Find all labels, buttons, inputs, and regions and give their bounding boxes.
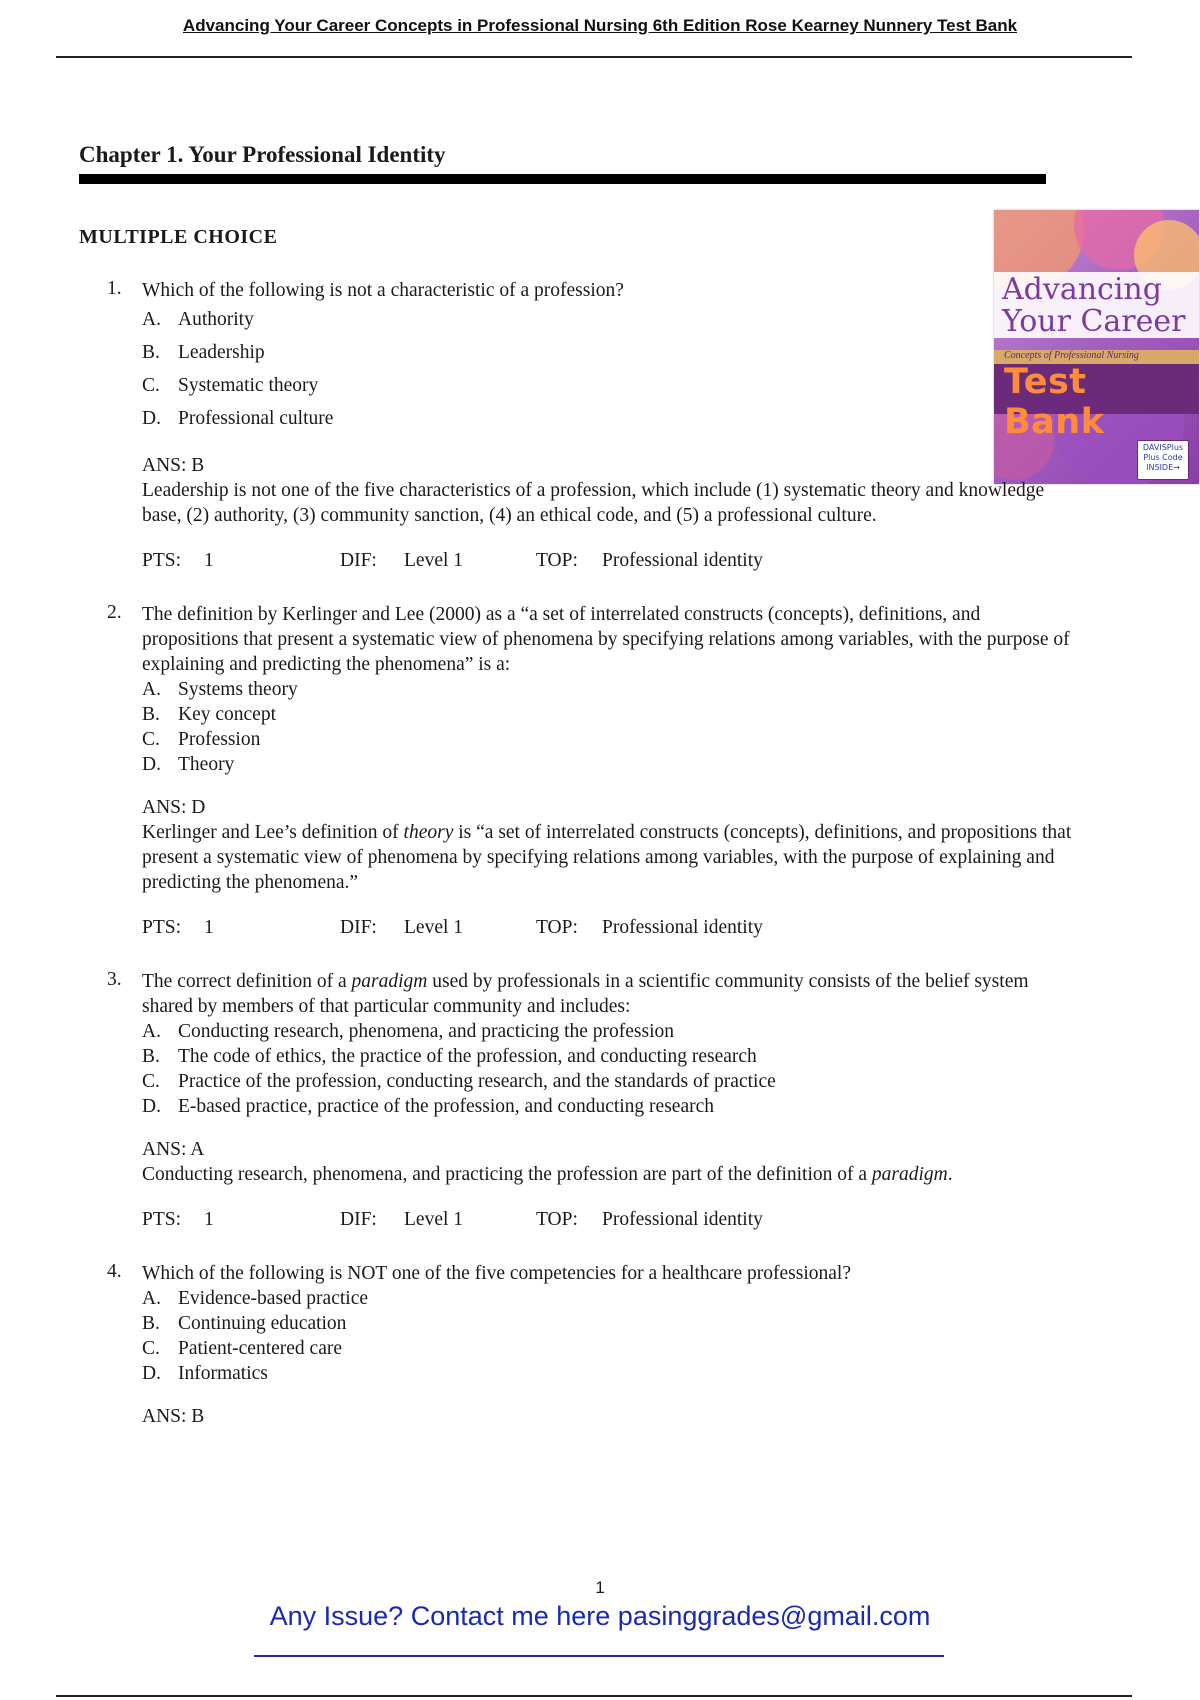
option-c [142, 1069, 1072, 1094]
dif-value: Level 1 [404, 550, 464, 571]
pts-value: 1 [204, 1209, 214, 1230]
footer-divider [56, 1695, 1132, 1697]
pts-value: 1 [204, 917, 214, 938]
option-b [142, 1044, 1072, 1069]
option-b [142, 1311, 1072, 1336]
option-letter: A. [142, 679, 161, 700]
answer-options [142, 1286, 1072, 1386]
rationale-pre: Kerlinger and Lee’s definition of [142, 822, 404, 843]
option-letter: B. [142, 1313, 160, 1334]
cover-title-line2: Your Career [1002, 304, 1186, 339]
question-text: The definition by Kerlinger and Lee (2000) as a “a set of interrelated constructs (concepts), definitions, and propositions that present a systematic view of phenomena by specifying relations among variables, with the purpose of explaining and predicting the phenomena” is a: [142, 604, 1070, 675]
badge-line3: INSIDE→ [1146, 463, 1180, 472]
option-letter: C. [142, 375, 160, 396]
option-text: Evidence-based practice [178, 1288, 369, 1309]
option-letter: A. [142, 1021, 161, 1042]
option-text: Practice of the profession, conducting research, and the standards of practice [178, 1071, 776, 1092]
answer-key: ANS: B [142, 1406, 205, 1427]
option-d [142, 752, 1072, 777]
top-label: TOP: [536, 917, 578, 938]
option-letter: D. [142, 754, 161, 775]
question-text: Which of the following is NOT one of the five competencies for a healthcare professional? [142, 1263, 851, 1284]
option-letter: D. [142, 1363, 161, 1384]
rationale-pre: Conducting research, phenomena, and practicing the profession are part of the definition of a [142, 1164, 872, 1185]
option-letter: C. [142, 1338, 160, 1359]
option-letter: C. [142, 729, 160, 750]
question-number: 4. [107, 1261, 122, 1282]
rationale-post: . [947, 1164, 953, 1185]
answer-key: ANS: B [142, 455, 205, 476]
rationale [142, 1162, 1072, 1187]
cover-title-line1: Advancing [1002, 272, 1162, 307]
dif-label: DIF: [340, 1209, 377, 1230]
dif-label: DIF: [340, 917, 377, 938]
pts-label: PTS: [142, 917, 182, 938]
contact-link[interactable]: Any Issue? Contact me here pasinggrades@gmail.com [269, 1601, 931, 1631]
option-c [142, 1336, 1072, 1361]
option-d [142, 1361, 1072, 1386]
page-number: 1 [595, 1578, 605, 1597]
option-c [142, 727, 1072, 752]
question-number: 3. [107, 969, 122, 990]
question-number: 1. [107, 278, 122, 299]
answer-options [142, 1019, 1072, 1119]
question-meta [142, 550, 1072, 580]
option-a [142, 1286, 1072, 1311]
top-value: Professional identity [602, 917, 763, 938]
cover-test-bank-label: Test Bank [1004, 362, 1105, 442]
option-letter: D. [142, 1096, 161, 1117]
question-number: 2. [107, 602, 122, 623]
option-text: The code of ethics, the practice of the profession, and conducting research [178, 1046, 757, 1067]
dif-value: Level 1 [404, 917, 464, 938]
question-1 [107, 278, 1072, 580]
question-text-pre: The correct definition of a [142, 971, 352, 992]
pts-label: PTS: [142, 550, 182, 571]
question-text [142, 969, 1072, 1019]
option-text: Systematic theory [178, 375, 319, 396]
top-value: Professional identity [602, 550, 763, 571]
rationale: Leadership is not one of the five characteristics of a profession, which include (1) systematic theory and knowledge base, (2) authority, (3) community sanction, (4) an ethical code, and (5) a professional culture. [142, 480, 1045, 526]
option-text: Systems theory [178, 679, 298, 700]
option-d [142, 1094, 1072, 1119]
option-letter: C. [142, 1071, 160, 1092]
option-b [142, 702, 1072, 727]
question-text-emphasis: paradigm [351, 971, 428, 992]
question-2 [107, 602, 1072, 947]
cover-subtitle: Concepts of Professional Nursing [1004, 350, 1139, 361]
rationale [142, 820, 1072, 895]
option-text: Patient-centered care [178, 1338, 343, 1359]
option-text: Key concept [178, 704, 276, 725]
option-letter: B. [142, 1046, 160, 1067]
option-d [142, 402, 1072, 435]
option-text: Conducting research, phenomena, and practicing the profession [178, 1021, 675, 1042]
option-letter: A. [142, 309, 161, 330]
question-text-post: used by professionals in a scientific community consists of the belief system shared by members of that particular community and includes: [142, 971, 1029, 1017]
option-text: Informatics [178, 1363, 268, 1384]
answer-options [142, 677, 1072, 777]
section-heading: MULTIPLE CHOICE [79, 226, 278, 248]
option-text: Theory [178, 754, 235, 775]
option-a [142, 677, 1072, 702]
contact-link-underline [254, 1655, 944, 1657]
badge-line1: DAVISPlus [1142, 443, 1184, 452]
top-label: TOP: [536, 1209, 578, 1230]
document-header-title: Advancing Your Career Concepts in Professional Nursing 6th Edition Rose Kearney Nunnery Test Bank [182, 16, 1018, 35]
question-meta [142, 1209, 1072, 1239]
option-letter: D. [142, 408, 161, 429]
option-text: Leadership [178, 342, 265, 363]
header-divider [56, 56, 1132, 58]
option-text: E-based practice, practice of the profession, and conducting research [178, 1096, 715, 1117]
question-meta [142, 917, 1072, 947]
option-a [142, 303, 1072, 336]
chapter-divider [79, 174, 1046, 184]
top-value: Professional identity [602, 1209, 763, 1230]
pts-value: 1 [204, 550, 214, 571]
badge-line2: Plus Code [1143, 453, 1183, 462]
answer-key: ANS: D [142, 797, 206, 818]
option-text: Authority [178, 309, 254, 330]
answer-options [142, 303, 1072, 435]
dif-label: DIF: [340, 550, 377, 571]
question-3 [107, 969, 1072, 1239]
option-text: Profession [178, 729, 261, 750]
question-text: Which of the following is not a characteristic of a profession? [142, 280, 624, 301]
answer-key: ANS: A [142, 1139, 205, 1160]
option-letter: B. [142, 704, 160, 725]
questions-list [0, 278, 1200, 1429]
question-4 [107, 1261, 1072, 1429]
pts-label: PTS: [142, 1209, 182, 1230]
top-label: TOP: [536, 550, 578, 571]
rationale-emphasis: paradigm [871, 1164, 948, 1185]
option-a [142, 1019, 1072, 1044]
option-text: Professional culture [178, 408, 334, 429]
rationale-post: is “a set of interrelated constructs (concepts), definitions, and propositions that present a systematic view of phenomena by specifying relations among variables, with the purpose of explaining and predicting the phenomena.” [142, 822, 1072, 893]
chapter-title: Chapter 1. Your Professional Identity [79, 142, 446, 167]
option-b [142, 336, 1072, 369]
rationale-emphasis: theory [403, 822, 454, 843]
dif-value: Level 1 [404, 1209, 464, 1230]
option-text: Continuing education [178, 1313, 347, 1334]
option-c [142, 369, 1072, 402]
option-letter: B. [142, 342, 160, 363]
option-letter: A. [142, 1288, 161, 1309]
